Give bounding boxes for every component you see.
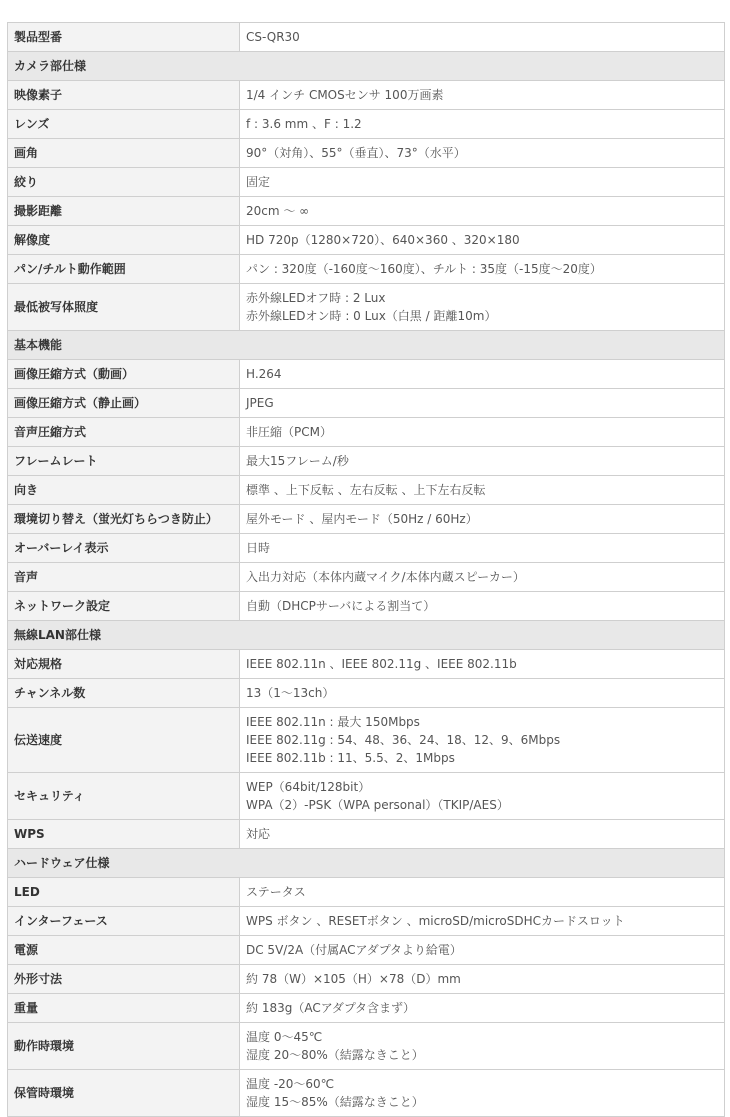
spec-row (8, 23, 725, 52)
spec-value (240, 534, 725, 563)
spec-value-line: 温度 -20〜60℃ (246, 1077, 335, 1091)
spec-label: 電源 (8, 936, 240, 965)
spec-row (8, 389, 725, 418)
spec-row (8, 878, 725, 907)
spec-label: 重量 (8, 994, 240, 1023)
spec-label: 解像度 (8, 226, 240, 255)
spec-row (8, 936, 725, 965)
spec-value-line: ステータス (246, 885, 306, 899)
spec-value (240, 505, 725, 534)
spec-value (240, 360, 725, 389)
spec-row (8, 139, 725, 168)
spec-value (240, 418, 725, 447)
spec-row (8, 563, 725, 592)
spec-value-line: 90°（対角）、55°（垂直）、73°（水平） (246, 146, 466, 160)
spec-value-line: 約 183g（ACアダプタ含まず） (246, 1001, 416, 1015)
spec-label: フレームレート (8, 447, 240, 476)
spec-value-line: WPA（2）-PSK（WPA personal）（TKIP/AES） (246, 798, 509, 812)
spec-value (240, 139, 725, 168)
spec-value (240, 708, 725, 773)
spec-value-line: f : 3.6 mm 、F : 1.2 (246, 117, 362, 131)
spec-label: 音声 (8, 563, 240, 592)
spec-row (8, 1070, 725, 1117)
spec-value-line: 湿度 15〜85%（結露なきこと） (246, 1095, 424, 1109)
spec-value (240, 936, 725, 965)
spec-value (240, 592, 725, 621)
spec-value (240, 447, 725, 476)
spec-row (8, 679, 725, 708)
spec-row (8, 168, 725, 197)
spec-value (240, 679, 725, 708)
section-title: カメラ部仕様 (8, 52, 725, 81)
spec-value (240, 1023, 725, 1070)
spec-value (240, 284, 725, 331)
spec-label: 保管時環境 (8, 1070, 240, 1117)
spec-value (240, 820, 725, 849)
spec-label: セキュリティ (8, 773, 240, 820)
spec-label: 伝送速度 (8, 708, 240, 773)
spec-label: 向き (8, 476, 240, 505)
spec-row (8, 907, 725, 936)
spec-label: 画像圧縮方式（静止画） (8, 389, 240, 418)
spec-value-line: 屋外モード 、屋内モード（50Hz / 60Hz） (246, 512, 478, 526)
spec-value (240, 965, 725, 994)
spec-value-line: 13（1〜13ch） (246, 686, 335, 700)
spec-value-line: 20cm 〜 ∞ (246, 204, 310, 218)
spec-row (8, 476, 725, 505)
spec-value-line: 1/4 インチ CMOSセンサ 100万画素 (246, 88, 444, 102)
spec-value-line: IEEE 802.11b : 11、5.5、2、1Mbps (246, 751, 455, 765)
spec-row (8, 197, 725, 226)
spec-value (240, 907, 725, 936)
spec-value (240, 197, 725, 226)
spec-value-line: IEEE 802.11n : 最大 150Mbps (246, 715, 420, 729)
spec-label: 画角 (8, 139, 240, 168)
spec-label: 環境切り替え（蛍光灯ちらつき防止） (8, 505, 240, 534)
spec-label: 外形寸法 (8, 965, 240, 994)
spec-value-line: H.264 (246, 367, 282, 381)
spec-row (8, 418, 725, 447)
spec-label: 製品型番 (8, 23, 240, 52)
spec-value-line: 入出力対応（本体内蔵マイク/本体内蔵スピーカー） (246, 570, 525, 584)
spec-label: 絞り (8, 168, 240, 197)
section-header-row (8, 52, 725, 81)
spec-value-line: IEEE 802.11g : 54、48、36、24、18、12、9、6Mbps (246, 733, 561, 747)
spec-value-line: IEEE 802.11n 、IEEE 802.11g 、IEEE 802.11b (246, 657, 517, 671)
spec-value-line: 日時 (246, 541, 271, 555)
spec-row (8, 773, 725, 820)
spec-label: 画像圧縮方式（動画） (8, 360, 240, 389)
spec-value (240, 23, 725, 52)
spec-row (8, 110, 725, 139)
section-header-row (8, 331, 725, 360)
spec-row (8, 650, 725, 679)
spec-label: 音声圧縮方式 (8, 418, 240, 447)
spec-label: 対応規格 (8, 650, 240, 679)
spec-value-line: 固定 (246, 175, 271, 189)
spec-label: オーバーレイ表示 (8, 534, 240, 563)
spec-value-line: 赤外線LEDオン時 : 0 Lux（白黒 / 距離10m） (246, 309, 497, 323)
spec-value-line: 温度 0〜45℃ (246, 1030, 323, 1044)
spec-value-line: 自動（DHCPサーバによる割当て） (246, 599, 436, 613)
spec-row (8, 592, 725, 621)
spec-label: レンズ (8, 110, 240, 139)
spec-value-line: パン : 320度（-160度〜160度）、チルト : 35度（-15度〜20度） (246, 262, 602, 276)
section-title: 無線LAN部仕様 (8, 621, 725, 650)
spec-label: 最低被写体照度 (8, 284, 240, 331)
spec-value-line: DC 5V/2A（付属ACアダプタより給電） (246, 943, 462, 957)
spec-row (8, 360, 725, 389)
spec-value (240, 773, 725, 820)
spec-value-line: JPEG (246, 396, 274, 410)
spec-value-line: CS-QR30 (246, 30, 300, 44)
spec-value (240, 226, 725, 255)
spec-label: ネットワーク設定 (8, 592, 240, 621)
spec-value (240, 81, 725, 110)
spec-value (240, 1070, 725, 1117)
spec-table-body (8, 23, 725, 1117)
spec-value-line: 最大15フレーム/秒 (246, 454, 349, 468)
spec-value (240, 476, 725, 505)
spec-value (240, 110, 725, 139)
section-title: 基本機能 (8, 331, 725, 360)
spec-row (8, 820, 725, 849)
spec-row (8, 708, 725, 773)
spec-label: パン/チルト動作範囲 (8, 255, 240, 284)
spec-row (8, 505, 725, 534)
spec-value-line: 非圧縮（PCM） (246, 425, 332, 439)
spec-row (8, 447, 725, 476)
spec-value-line: 湿度 20〜80%（結露なきこと） (246, 1048, 424, 1062)
spec-value-line: 標準 、上下反転 、左右反転 、上下左右反転 (246, 483, 486, 497)
spec-label: 映像素子 (8, 81, 240, 110)
spec-table (7, 22, 725, 1117)
spec-value (240, 878, 725, 907)
spec-value-line: 赤外線LEDオフ時 : 2 Lux (246, 291, 386, 305)
section-header-row (8, 849, 725, 878)
spec-row (8, 1023, 725, 1070)
spec-value (240, 255, 725, 284)
spec-value-line: WPS ボタン 、RESETボタン 、microSD/microSDHCカードスロット (246, 914, 625, 928)
spec-row (8, 255, 725, 284)
spec-row (8, 534, 725, 563)
spec-label: 撮影距離 (8, 197, 240, 226)
spec-value (240, 389, 725, 418)
spec-label: チャンネル数 (8, 679, 240, 708)
spec-row (8, 284, 725, 331)
spec-label: LED (8, 878, 240, 907)
spec-label: 動作時環境 (8, 1023, 240, 1070)
spec-label: インターフェース (8, 907, 240, 936)
spec-value-line: 約 78（W）×105（H）×78（D）mm (246, 972, 461, 986)
spec-value-line: WEP（64bit/128bit） (246, 780, 371, 794)
spec-row (8, 994, 725, 1023)
spec-row (8, 81, 725, 110)
spec-value (240, 650, 725, 679)
spec-value-line: 対応 (246, 827, 271, 841)
spec-label: WPS (8, 820, 240, 849)
section-header-row (8, 621, 725, 650)
spec-value (240, 994, 725, 1023)
spec-row (8, 226, 725, 255)
spec-value-line: HD 720p（1280×720）、640×360 、320×180 (246, 233, 520, 247)
spec-value (240, 563, 725, 592)
spec-value (240, 168, 725, 197)
section-title: ハードウェア仕様 (8, 849, 725, 878)
spec-row (8, 965, 725, 994)
